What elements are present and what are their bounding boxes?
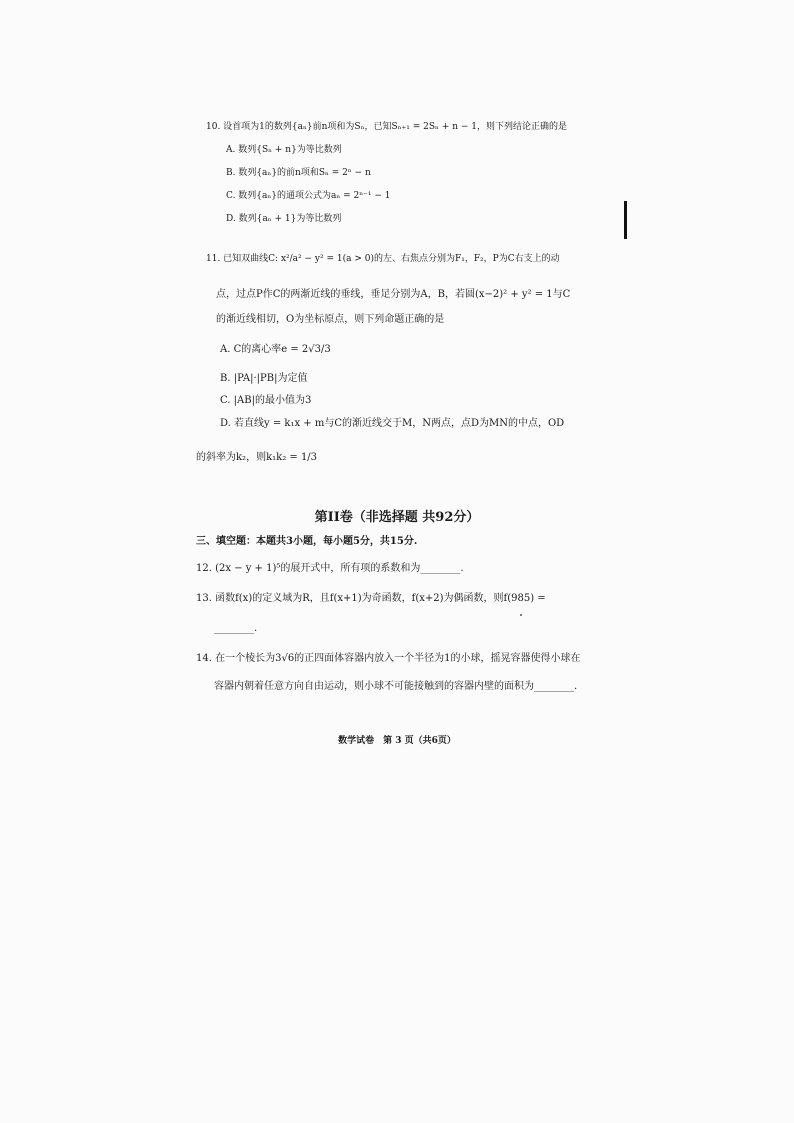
q11-option-b: B. |PA|·|PB|为定值 [220, 373, 308, 384]
section-heading: 三、填空题：本题共3小题，每小题5分，共15分. [196, 536, 418, 547]
scan-mark [624, 201, 627, 239]
q14-line-1: 14. 在一个棱长为3√6的正四面体容器内放入一个半径为1的小球，摇晃容器使得小球在 [196, 653, 581, 664]
q13-line-1: 13. 函数f(x)的定义域为R，且f(x+1)为奇函数，f(x+2)为偶函数，则f(985) = [196, 593, 546, 604]
q10-option-d: D. 数列{aₙ + 1}为等比数列 [226, 214, 342, 224]
q10-option-b: B. 数列{aₙ}的前n项和Sₙ = 2ⁿ − n [226, 168, 371, 178]
q14-line-2: 容器内朝着任意方向自由运动，则小球不可能接触到的容器内壁的面积为________. [214, 681, 578, 692]
q11-line-3: 的渐近线相切，O为坐标原点，则下列命题正确的是 [216, 314, 445, 325]
section-title: 第II卷（非选择题 共92分） [314, 510, 480, 525]
q10-stem: 10. 设首项为1的数列{aₙ}前n项和为Sₙ，已知Sₙ₊₁ = 2Sₙ + n − 1，则下列结论正确的是 [206, 122, 567, 132]
q11-option-d-continued: 的斜率为k₂，则k₁k₂ = 1/3 [196, 452, 318, 463]
q11-option-a: A. C的离心率e = 2√3/3 [220, 344, 331, 355]
scan-speck [520, 614, 522, 616]
page-footer: 数学试卷 第 3 页（共6页） [338, 736, 456, 746]
q10-option-a: A. 数列{Sₙ + n}为等比数列 [226, 145, 342, 155]
q13-line-2: ________. [214, 623, 258, 634]
q11-line-2: 点，过点P作C的两渐近线的垂线，垂足分别为A，B，若圆(x−2)² + y² = 1与C [216, 289, 571, 300]
q12: 12. (2x − y + 1)⁵的展开式中，所有项的系数和为________. [196, 563, 464, 574]
q11-option-d: D. 若直线y = k₁x + m与C的渐近线交于M，N两点，点D为MN的中点，OD [220, 418, 565, 429]
q11-stem: 11. 已知双曲线C: x²/a² − y² = 1(a > 0)的左、右焦点分别为F₁，F₂，P为C右支上的动 [206, 254, 560, 264]
q10-option-c: C. 数列{aₙ}的通项公式为aₙ = 2ⁿ⁻¹ − 1 [226, 191, 391, 201]
q11-option-c: C. |AB|的最小值为3 [220, 395, 312, 406]
